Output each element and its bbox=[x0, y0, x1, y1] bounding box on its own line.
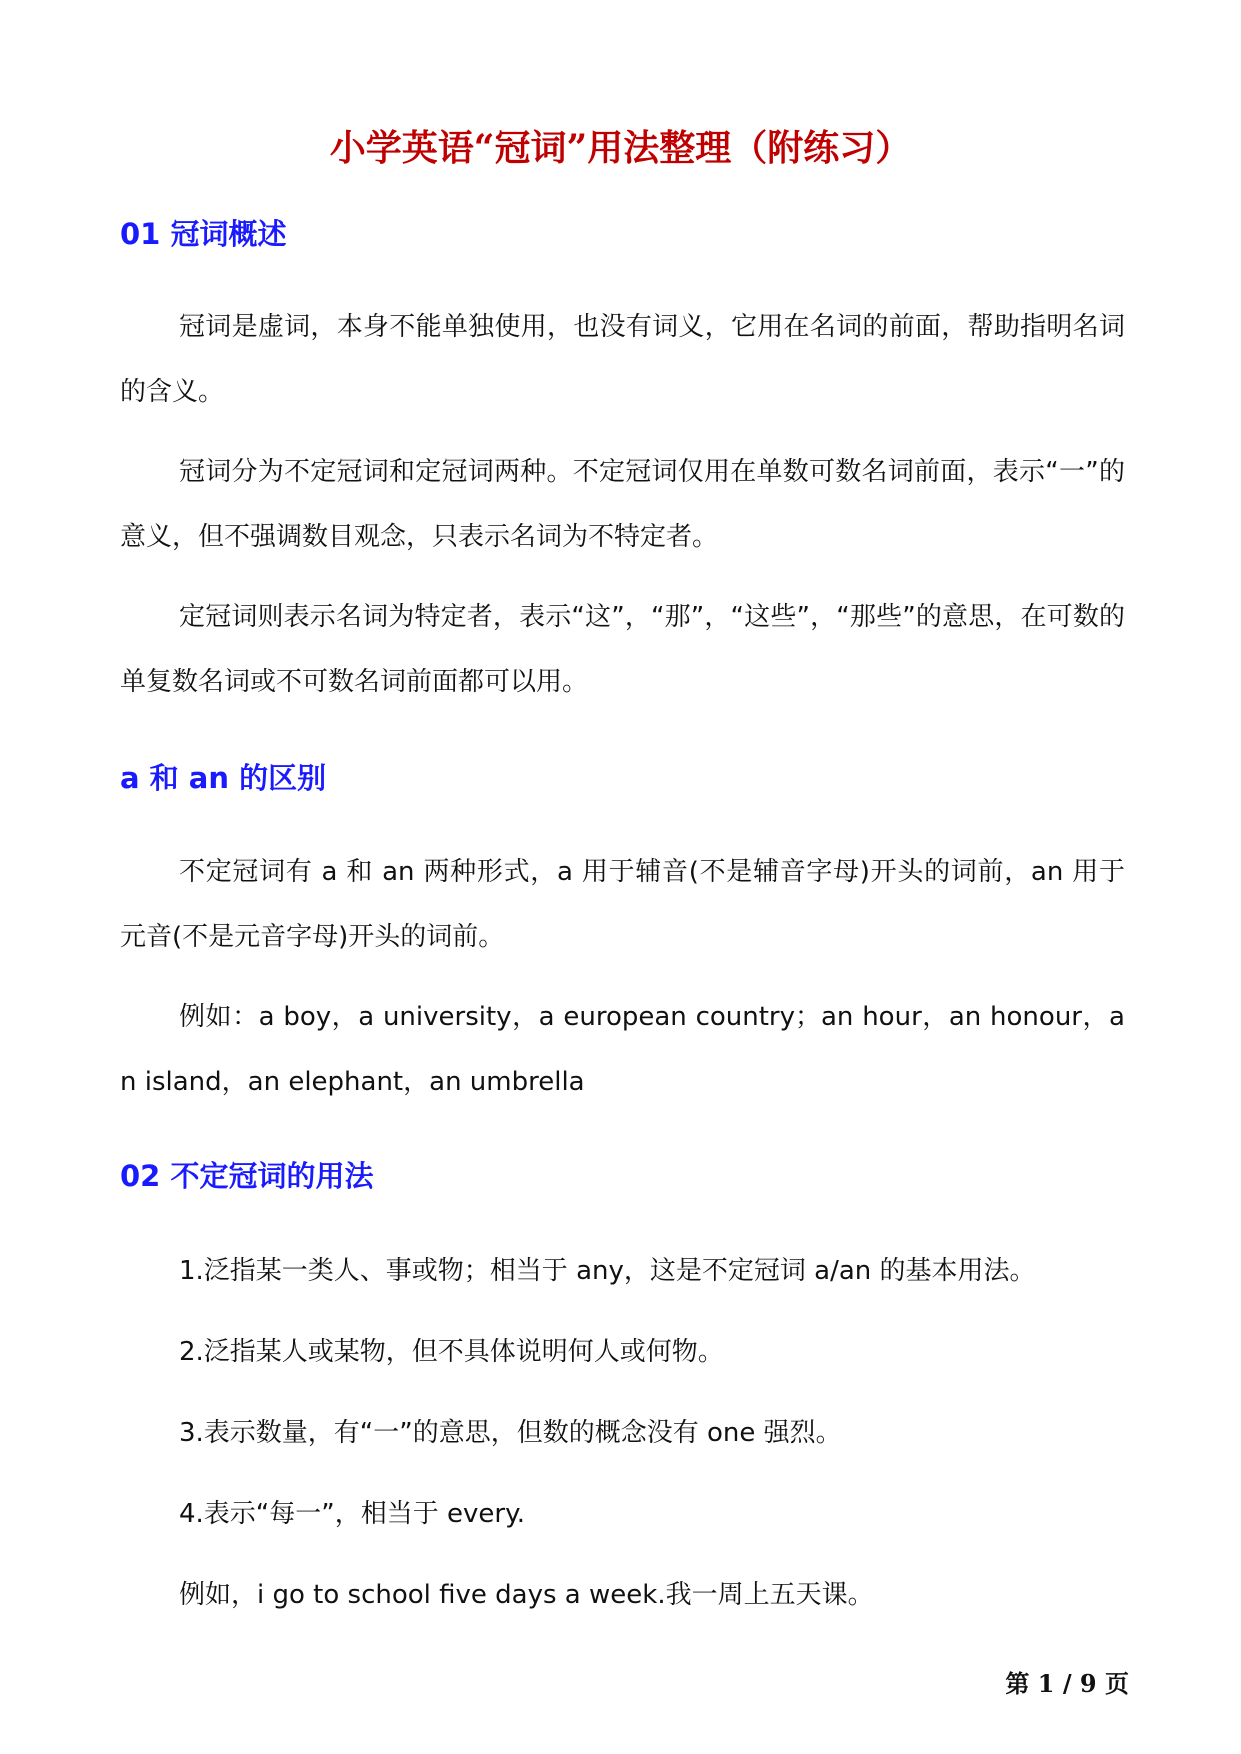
usage-item-2: 2.泛指某人或某物，但不具体说明何人或何物。 bbox=[179, 1337, 724, 1367]
paragraph-overview-2: 冠词分为不定冠词和定冠词两种。不定冠词仅用在单数可数名词前面，表示“一”的意义，但不强调数目观念，只表示名词为不特定者。 bbox=[120, 457, 1125, 552]
section-heading-overview: 01 冠词概述 bbox=[120, 217, 287, 251]
section-heading-indefinite-usage: 02 不定冠词的用法 bbox=[120, 1159, 374, 1193]
section-heading-a-an: a 和 an 的区别 bbox=[120, 761, 327, 795]
usage-item-1: 1.泛指某一类人、事或物；相当于 any，这是不定冠词 a/an 的基本用法。 bbox=[179, 1256, 1036, 1286]
paragraph-overview-3: 定冠词则表示名词为特定者，表示“这”，“那”，“这些”，“那些”的意思，在可数的单复数名词或不可数名词前面都可以用。 bbox=[120, 602, 1125, 697]
paragraph-overview-1: 冠词是虚词，本身不能单独使用，也没有词义，它用在名词的前面，帮助指明名词的含义。 bbox=[120, 312, 1125, 407]
paragraph-a-an-1: 不定冠词有 a 和 an 两种形式，a 用于辅音(不是辅音字母)开头的词前，an 用于元音(不是元音字母)开头的词前。 bbox=[120, 857, 1125, 952]
document-title: 小学英语“冠词”用法整理（附练习） bbox=[329, 127, 912, 169]
usage-item-4: 4.表示“每一”，相当于 every. bbox=[179, 1499, 526, 1529]
page-number: 第 1 / 9 页 bbox=[1005, 1669, 1129, 1698]
paragraph-a-an-examples: 例如：a boy，a university，a european country；an hour，an honour，an island，an elephant，an umbrella bbox=[120, 1002, 1125, 1097]
usage-example: 例如，i go to school five days a week.我一周上五天课。 bbox=[179, 1580, 874, 1610]
usage-item-3: 3.表示数量，有“一”的意思，但数的概念没有 one 强烈。 bbox=[179, 1418, 842, 1448]
